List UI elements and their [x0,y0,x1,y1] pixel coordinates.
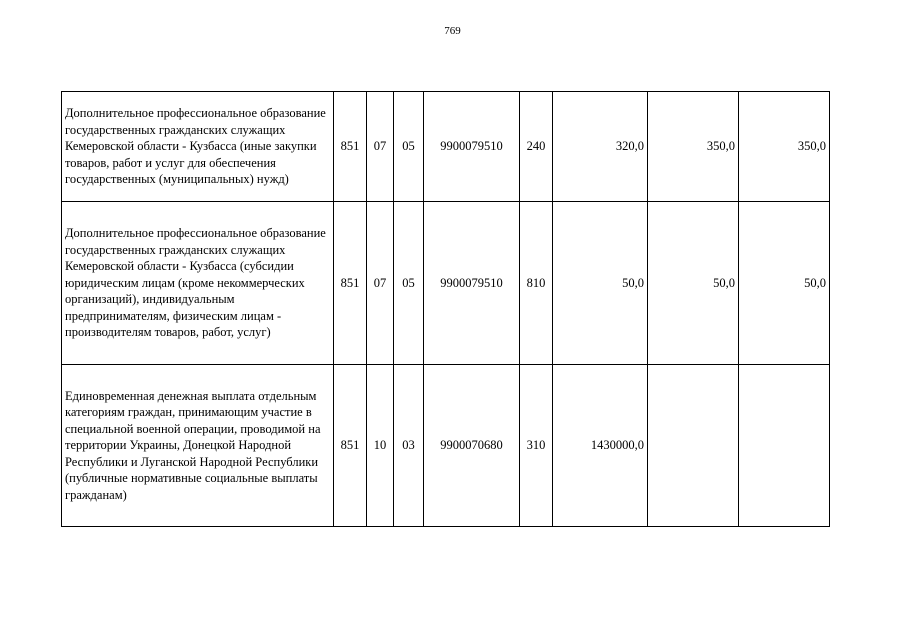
subsection-code: 05 [394,92,424,202]
amount-year-3 [739,365,830,527]
expense-type-code: 810 [520,202,553,365]
page-number: 769 [444,25,461,37]
section-code: 07 [367,92,394,202]
amount-year-3: 50,0 [739,202,830,365]
amount-year-3: 350,0 [739,92,830,202]
amount-year-1: 1430000,0 [553,365,648,527]
row-description: Единовременная денежная выплата отдельным категориям граждан, принимающим участие в специальной военной операции, проводимой на территории Украины, Донецкой Народной Республики и Луганской Народной Республики (публичные нормативные социальные выплаты гражданам) [62,365,334,527]
amount-year-2: 50,0 [648,202,739,365]
table-row [62,92,830,202]
ministry-code: 851 [334,92,367,202]
target-article-code: 9900070680 [424,365,520,527]
row-description: Дополнительное профессиональное образование государственных гражданских служащих Кемеровской области - Кузбасса (субсидии юридическим лицам (кроме некоммерческих организаций), индивидуальным предпринимателям, физическим лицам - производителям товаров, работ, услуг) [62,202,334,365]
amount-year-1: 50,0 [553,202,648,365]
subsection-code: 05 [394,202,424,365]
target-article-code: 9900079510 [424,202,520,365]
target-article-code: 9900079510 [424,92,520,202]
expense-type-code: 240 [520,92,553,202]
ministry-code: 851 [334,365,367,527]
budget-table [61,91,830,527]
subsection-code: 03 [394,365,424,527]
amount-year-2 [648,365,739,527]
expense-type-code: 310 [520,365,553,527]
row-description: Дополнительное профессиональное образование государственных гражданских служащих Кемеровской области - Кузбасса (иные закупки товаров, работ и услуг для обеспечения государственных (муниципальных) нужд) [62,92,334,202]
section-code: 10 [367,365,394,527]
table-row [62,202,830,365]
table-row [62,365,830,527]
ministry-code: 851 [334,202,367,365]
amount-year-1: 320,0 [553,92,648,202]
amount-year-2: 350,0 [648,92,739,202]
section-code: 07 [367,202,394,365]
